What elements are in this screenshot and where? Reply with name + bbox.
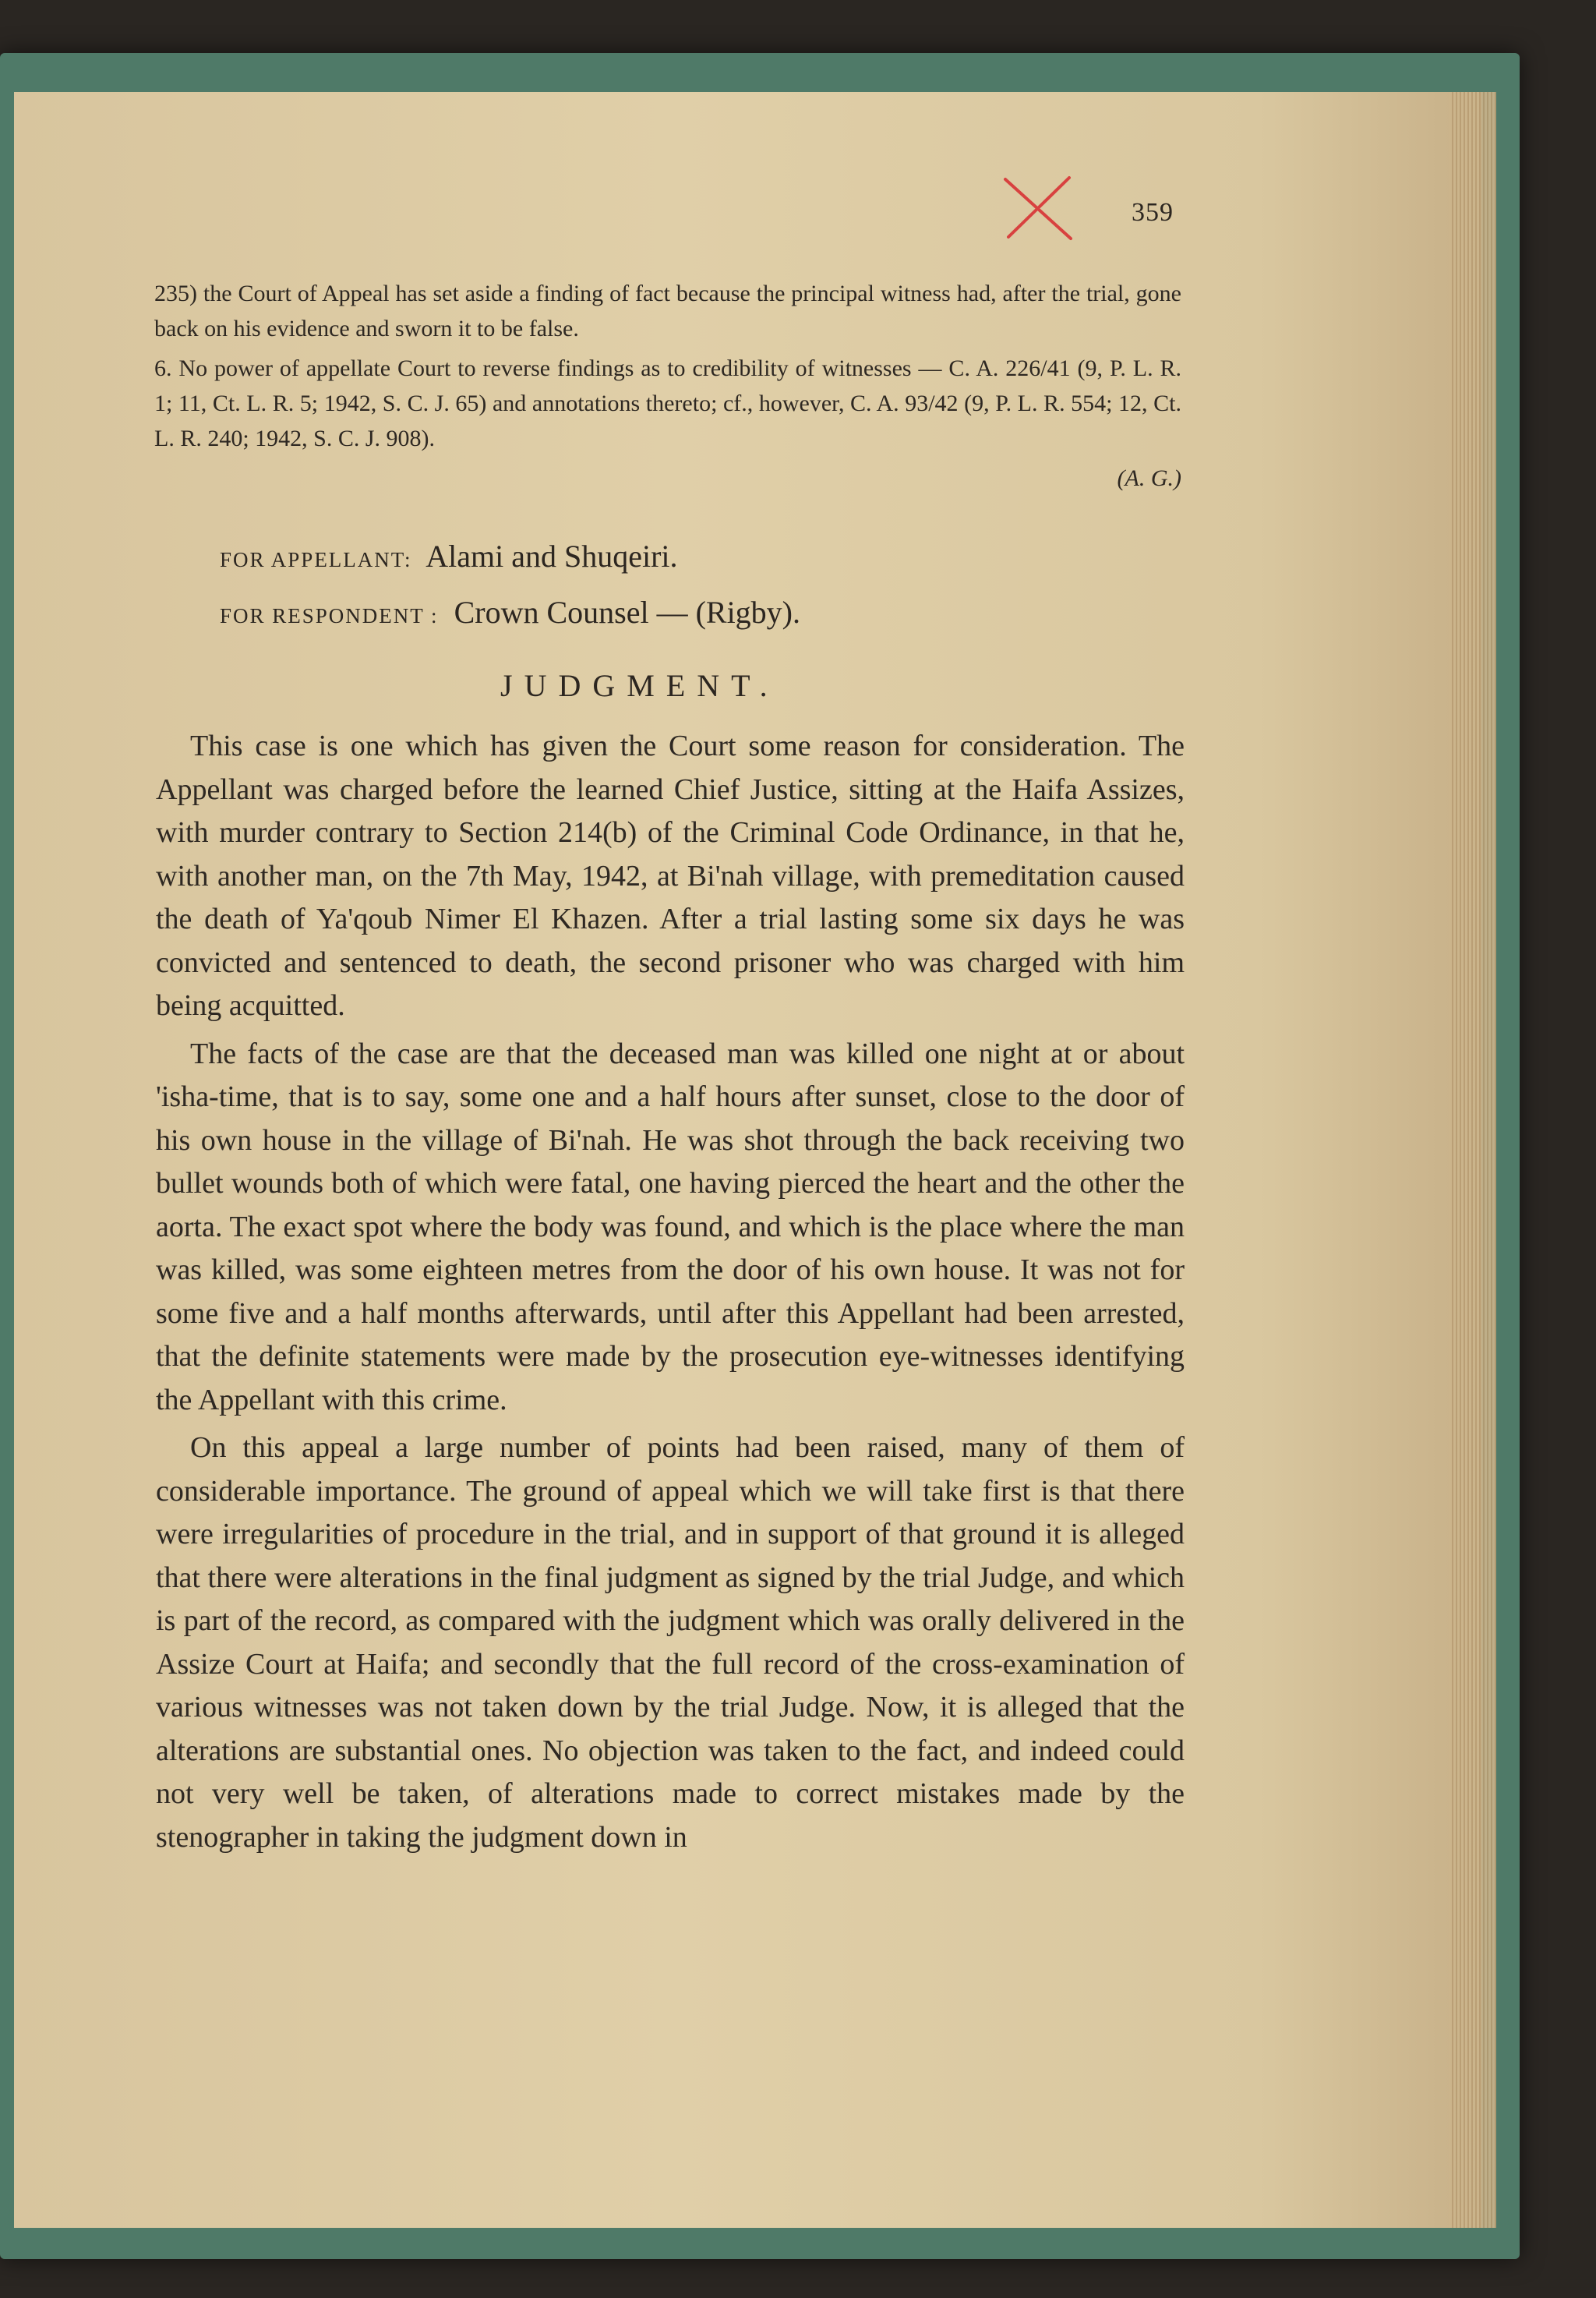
paragraph: This case is one which has given the Court some reason for consideration. The Appellant was charged before the learned Chief Justice, sitting at the Haifa Assizes, with murder contrary to Section 214(b) of the Criminal Code Ordinance, in that he, with another man, on the 7th May, 1942, at Bi'nah village, with premeditation caused the death of Ya'qoub Nimer El Khazen. After a trial lasting some six days he was convicted and sentenced to death, the second prisoner who was charged with him being acquitted. [156, 730, 1185, 1022]
paragraph: On this appeal a large number of points had been raised, many of them of considerable importance. The ground of appeal which we will take first is that there were irregularities of procedure in the trial, and in support of that ground it is alleged that there were alterations in the final judgment as signed by the trial Judge, and which is part of the record, as compared with the judgment which was orally delivered in the Assize Court at Haifa; and secondly that the full record of the cross-examination of various witnesses was not taken down by the trial Judge. Now, it is alleged that the alterations are substantial ones. No objection was taken to the fact, and indeed could not very well be taken, of alterations made to correct mistakes made by the stenographer in taking the judgment down in [156, 1431, 1185, 1854]
judgment-title: JUDGMENT. [500, 668, 779, 703]
respondent-label: FOR RESPONDENT : [220, 604, 439, 628]
red-x-mark [1001, 173, 1075, 243]
respondent-value: Crown Counsel — (Rigby). [454, 595, 800, 630]
paragraph: The facts of the case are that the deceased man was killed one night at or about 'isha-time, that is to say, some one and a half hours after sunset, close to the door of his own house in the village of Bi'nah. He was shot through the back receiving two bullet wounds both of which were fatal, one having pierced the heart and the other the aorta. The exact spot where the body was found, and which is the place where the man was killed, was some eighteen metres from the door of his own house. It was not for some five and a half months afterwards, until after this Appellant had been arrested, that the definite statements were made by the prosecution eye-witnesses identifying the Appellant with this crime. [156, 1037, 1185, 1416]
appellant-counsel [220, 538, 678, 574]
appellant-value: Alami and Shuqeiri. [425, 539, 678, 574]
head-notes [154, 276, 1181, 496]
initials: (A. G.) [1117, 465, 1181, 491]
page-number: 359 [1132, 198, 1174, 227]
head-note: 235) the Court of Appeal has set aside a finding of fact because the principal witness had, after the trial, gone back on his evidence and sworn it to be false. [154, 281, 1181, 341]
respondent-counsel [220, 594, 800, 631]
appellant-label: FOR APPELLANT: [220, 548, 412, 571]
judgment-body [156, 725, 1185, 1864]
head-note: 6. No power of appellate Court to reverse findings as to credibility of witnesses — C. A. 226/41 (9, P. L. R. 1; 11, Ct. L. R. 5; 1942, S. C. J. 65) and annotations thereto; cf., however, C. A. 93/42 (9, P. L. R. 554; 12, Ct. L. R. 240; 1942, S. C. J. 908). [154, 355, 1181, 451]
page-edges [1449, 92, 1496, 2228]
